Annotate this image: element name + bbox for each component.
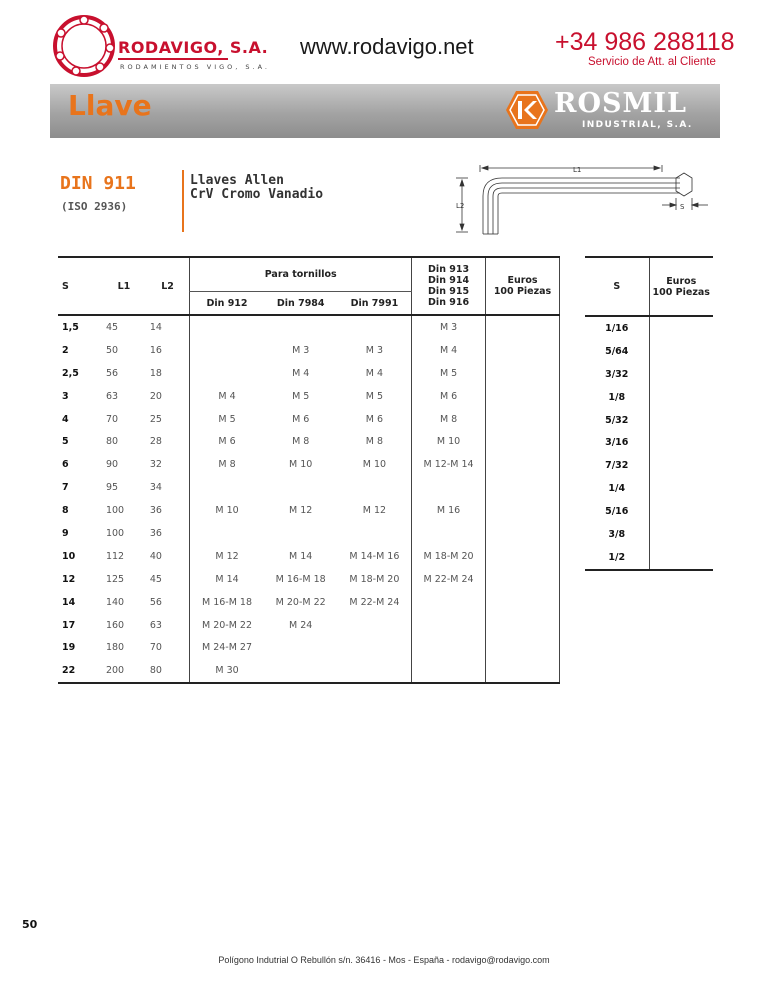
cell-price — [486, 339, 560, 362]
din-code: DIN 911 — [60, 173, 136, 194]
cell-din913: M 18-M 20 — [412, 545, 486, 568]
cell-s: 9 — [62, 527, 69, 539]
cell-l2: 32 — [149, 459, 162, 471]
cell-din7984: M 3 — [292, 344, 310, 356]
cell-din7991: M 12 — [362, 505, 387, 517]
cell-din7984: M 10 — [289, 459, 313, 471]
inch-cell-price — [649, 454, 713, 477]
cell-din913 — [412, 591, 486, 614]
cell-l2: 18 — [149, 367, 162, 379]
header-din7991: Din 7991 — [350, 297, 399, 309]
inch-cell-s: 1/8 — [608, 391, 626, 403]
table-row — [58, 659, 560, 683]
rosmil-logo-icon — [505, 90, 549, 130]
cell-din912: M 8 — [190, 453, 264, 476]
table-row — [58, 614, 560, 637]
cell-din7991 — [338, 476, 412, 499]
cell-din912: M 5 — [190, 408, 264, 431]
cell-din7991: M 3 — [365, 344, 384, 356]
rosmil-subtitle: INDUSTRIAL, S.A. — [582, 120, 693, 130]
cell-l1: 125 — [105, 573, 125, 585]
table-row — [58, 408, 560, 431]
brand-subtitle: RODAMIENTOS VIGO, S.A. — [120, 63, 270, 71]
table-row — [58, 545, 560, 568]
cell-din7991: M 18-M 20 — [349, 573, 400, 585]
inch-cell-s: 1/16 — [605, 322, 629, 334]
cell-price — [486, 476, 560, 499]
cell-din912 — [190, 522, 264, 545]
cell-s: 4 — [62, 413, 69, 425]
cell-l1: 180 — [105, 642, 125, 654]
cell-price — [486, 430, 560, 453]
cell-price — [486, 568, 560, 591]
rosmil-name: ROSMIL — [554, 88, 687, 119]
inch-cell-s: 5/64 — [605, 345, 629, 357]
inch-table-row — [585, 386, 713, 409]
cell-price — [486, 591, 560, 614]
page-number: 50 — [22, 918, 38, 931]
header-euros-qty: 100 Piezas — [493, 286, 552, 297]
cell-din7991 — [338, 315, 412, 339]
cell-price — [486, 408, 560, 431]
phone-number: +34 986 288118 — [555, 28, 735, 56]
cell-l1: 140 — [105, 596, 125, 608]
inch-cell-s: 1/4 — [608, 483, 626, 495]
inch-cell-s: 5/32 — [605, 414, 629, 426]
metric-size-table — [58, 256, 560, 684]
table-row — [58, 453, 560, 476]
table-row — [58, 476, 560, 499]
cell-din7991 — [338, 659, 412, 683]
table-row — [58, 339, 560, 362]
inch-size-table — [585, 256, 713, 571]
title-divider — [182, 170, 184, 232]
inch-table-row — [585, 454, 713, 477]
inch-cell-price — [649, 340, 713, 363]
cell-din913: M 3 — [412, 315, 486, 339]
cell-din7984: M 5 — [292, 390, 310, 402]
cell-s: 2 — [62, 344, 69, 356]
cell-l2: 16 — [149, 344, 162, 356]
inch-cell-price — [649, 477, 713, 500]
cell-s: 10 — [62, 550, 76, 562]
header-l2: L2 — [161, 280, 174, 292]
inch-cell-price — [649, 500, 713, 523]
inch-cell-price — [649, 546, 713, 570]
cell-din7991 — [338, 636, 412, 659]
header-din912: Din 912 — [190, 292, 264, 316]
cell-price — [486, 545, 560, 568]
header-group-screws: Para tornillos — [190, 257, 412, 292]
inch-cell-s: 3/8 — [608, 528, 626, 540]
cell-price — [486, 522, 560, 545]
cell-l2: 63 — [149, 619, 162, 631]
cell-l1: 95 — [105, 482, 119, 494]
cell-s: 2,5 — [62, 367, 79, 379]
cell-s: 7 — [62, 482, 69, 494]
inch-header-euros-qty: 100 Piezas — [652, 286, 710, 298]
inch-header-s: S — [613, 281, 621, 292]
cell-din913: M 16 — [412, 499, 486, 522]
cell-din7991: M 6 — [365, 413, 384, 425]
cell-s: 1,5 — [62, 321, 79, 333]
cell-s: 12 — [62, 573, 76, 585]
cell-din913: M 5 — [412, 362, 486, 385]
inch-cell-price — [649, 316, 713, 340]
cell-din913 — [412, 522, 486, 545]
header-din7984: Din 7984 — [276, 297, 325, 309]
header-l1: L1 — [117, 280, 131, 292]
cell-l2: 34 — [149, 482, 162, 494]
table-row — [58, 362, 560, 385]
inch-table-row — [585, 316, 713, 340]
cell-din912: M 14 — [190, 568, 264, 591]
header-din915: Din 915 — [428, 286, 470, 297]
cell-l1: 56 — [105, 367, 119, 379]
cell-din7984: M 24 — [289, 619, 313, 631]
cell-din7991: M 8 — [365, 436, 384, 448]
inch-header-euros — [649, 257, 713, 316]
cell-l2: 20 — [149, 390, 162, 402]
inch-table-row — [585, 363, 713, 386]
header-din913: Din 913 — [428, 264, 470, 275]
cell-l1: 100 — [105, 505, 125, 517]
cell-l1: 100 — [105, 527, 125, 539]
table-row — [58, 636, 560, 659]
inch-table-row — [585, 409, 713, 432]
cell-l2: 25 — [149, 413, 162, 425]
inch-table-row — [585, 500, 713, 523]
diagram-s-label: S — [680, 203, 685, 211]
cell-s: 8 — [62, 505, 69, 517]
brand-name: RODAVIGO, S.A. — [118, 38, 269, 57]
cell-din913 — [412, 614, 486, 637]
cell-din912: M 30 — [190, 659, 264, 683]
inch-table-row — [585, 523, 713, 546]
cell-din7984: M 20-M 22 — [275, 596, 326, 608]
cell-din912 — [190, 362, 264, 385]
inch-cell-s: 7/32 — [605, 460, 629, 472]
cell-din912 — [190, 315, 264, 339]
cell-l2: 40 — [149, 550, 162, 562]
inch-cell-s: 1/2 — [608, 551, 626, 563]
cell-l1: 80 — [105, 436, 119, 448]
cell-din913: M 4 — [412, 339, 486, 362]
header-din913-group — [412, 257, 486, 315]
section-title: Llave — [68, 89, 152, 122]
cell-l1: 45 — [105, 321, 119, 333]
inch-cell-price — [649, 523, 713, 546]
cell-din912: M 10 — [190, 499, 264, 522]
cell-din7991: M 22-M 24 — [349, 596, 400, 608]
cell-l2: 28 — [149, 436, 162, 448]
cell-l1: 200 — [105, 665, 125, 677]
inch-cell-price — [649, 431, 713, 454]
cell-din913: M 6 — [412, 385, 486, 408]
cell-din7984 — [264, 659, 338, 683]
header-euros — [486, 257, 560, 315]
cell-din7984: M 6 — [292, 413, 310, 425]
cell-din913: M 12-M 14 — [412, 453, 486, 476]
cell-l2: 14 — [149, 321, 162, 333]
inch-cell-s: 3/16 — [605, 437, 629, 449]
table-row — [58, 385, 560, 408]
cell-din912: M 20-M 22 — [190, 614, 264, 637]
table-row — [58, 591, 560, 614]
cell-l1: 63 — [105, 390, 119, 402]
cell-s: 14 — [62, 596, 76, 608]
cell-din913: M 10 — [412, 430, 486, 453]
table-row — [58, 499, 560, 522]
inch-table-row — [585, 477, 713, 500]
cell-s: 3 — [62, 390, 69, 402]
phone-subtitle: Servicio de Att. al Cliente — [588, 56, 716, 68]
cell-din7991 — [338, 522, 412, 545]
product-material: CrV Cromo Vanadio — [190, 187, 324, 202]
cell-s: 6 — [62, 459, 69, 471]
table-row — [58, 568, 560, 591]
cell-price — [486, 499, 560, 522]
cell-din912: M 24-M 27 — [190, 636, 264, 659]
cell-din7991: M 14-M 16 — [349, 550, 400, 562]
inch-table-row — [585, 546, 713, 570]
cell-price — [486, 362, 560, 385]
cell-s: 17 — [62, 619, 76, 631]
table-row — [58, 430, 560, 453]
product-description: Llaves Allen — [190, 173, 284, 188]
header-din914: Din 914 — [428, 275, 470, 286]
cell-din7984 — [264, 315, 338, 339]
header-euros-label: Euros — [507, 275, 538, 286]
inch-header-euros-label: Euros — [666, 275, 697, 287]
iso-code: (ISO 2936) — [61, 200, 128, 213]
cell-din913 — [412, 476, 486, 499]
brand-underline — [118, 58, 228, 60]
cell-s: 19 — [62, 642, 76, 654]
cell-din913 — [412, 659, 486, 683]
cell-price — [486, 636, 560, 659]
cell-din7991: M 4 — [365, 367, 384, 379]
inch-cell-price — [649, 386, 713, 409]
cell-din7991 — [338, 614, 412, 637]
cell-l2: 70 — [149, 642, 162, 654]
diagram-l1-label: L1 — [573, 166, 582, 174]
cell-l1: 90 — [105, 459, 119, 471]
cell-din7984: M 12 — [289, 505, 313, 517]
cell-din913: M 22-M 24 — [412, 568, 486, 591]
cell-din7991: M 5 — [365, 390, 384, 402]
footer-address: Polígono Indutrial O Rebullón s/n. 36416 - Mos - España - rodavigo@rodavigo.com — [218, 955, 550, 965]
cell-s: 5 — [62, 436, 69, 448]
inch-cell-s: 5/16 — [605, 506, 629, 518]
cell-l1: 112 — [105, 550, 125, 562]
cell-din912 — [190, 339, 264, 362]
cell-din7984: M 4 — [292, 367, 310, 379]
cell-din7984 — [264, 522, 338, 545]
cell-l2: 45 — [149, 573, 162, 585]
cell-price — [486, 315, 560, 339]
inch-table-row — [585, 340, 713, 363]
cell-din7991: M 10 — [362, 459, 387, 471]
cell-price — [486, 453, 560, 476]
cell-price — [486, 659, 560, 683]
cell-din912: M 12 — [190, 545, 264, 568]
cell-din912 — [190, 476, 264, 499]
inch-cell-s: 3/32 — [605, 368, 629, 380]
cell-l1: 70 — [105, 413, 119, 425]
cell-din7984: M 14 — [289, 550, 313, 562]
cell-l1: 50 — [105, 344, 119, 356]
cell-din912: M 4 — [190, 385, 264, 408]
diagram-l2-label: L2 — [456, 202, 465, 210]
cell-l2: 80 — [149, 665, 162, 677]
cell-price — [486, 614, 560, 637]
cell-l2: 36 — [149, 527, 162, 539]
cell-din913: M 8 — [412, 408, 486, 431]
table-row — [58, 315, 560, 339]
cell-din7984 — [264, 636, 338, 659]
cell-s: 22 — [62, 665, 76, 677]
cell-l2: 56 — [149, 596, 162, 608]
cell-din912: M 6 — [190, 430, 264, 453]
cell-din7984: M 8 — [292, 436, 310, 448]
inch-cell-price — [649, 363, 713, 386]
cell-l1: 160 — [105, 619, 125, 631]
cell-din7984 — [264, 476, 338, 499]
cell-din913 — [412, 636, 486, 659]
cell-din912: M 16-M 18 — [190, 591, 264, 614]
inch-cell-price — [649, 409, 713, 432]
header-s: S — [62, 280, 69, 292]
website-link[interactable]: www.rodavigo.net — [300, 34, 474, 59]
table-row — [58, 522, 560, 545]
cell-price — [486, 385, 560, 408]
cell-l2: 36 — [149, 505, 162, 517]
inch-table-row — [585, 431, 713, 454]
cell-din7984: M 16-M 18 — [275, 573, 326, 585]
allen-key-diagram — [440, 160, 718, 240]
header-din916: Din 916 — [428, 297, 470, 308]
